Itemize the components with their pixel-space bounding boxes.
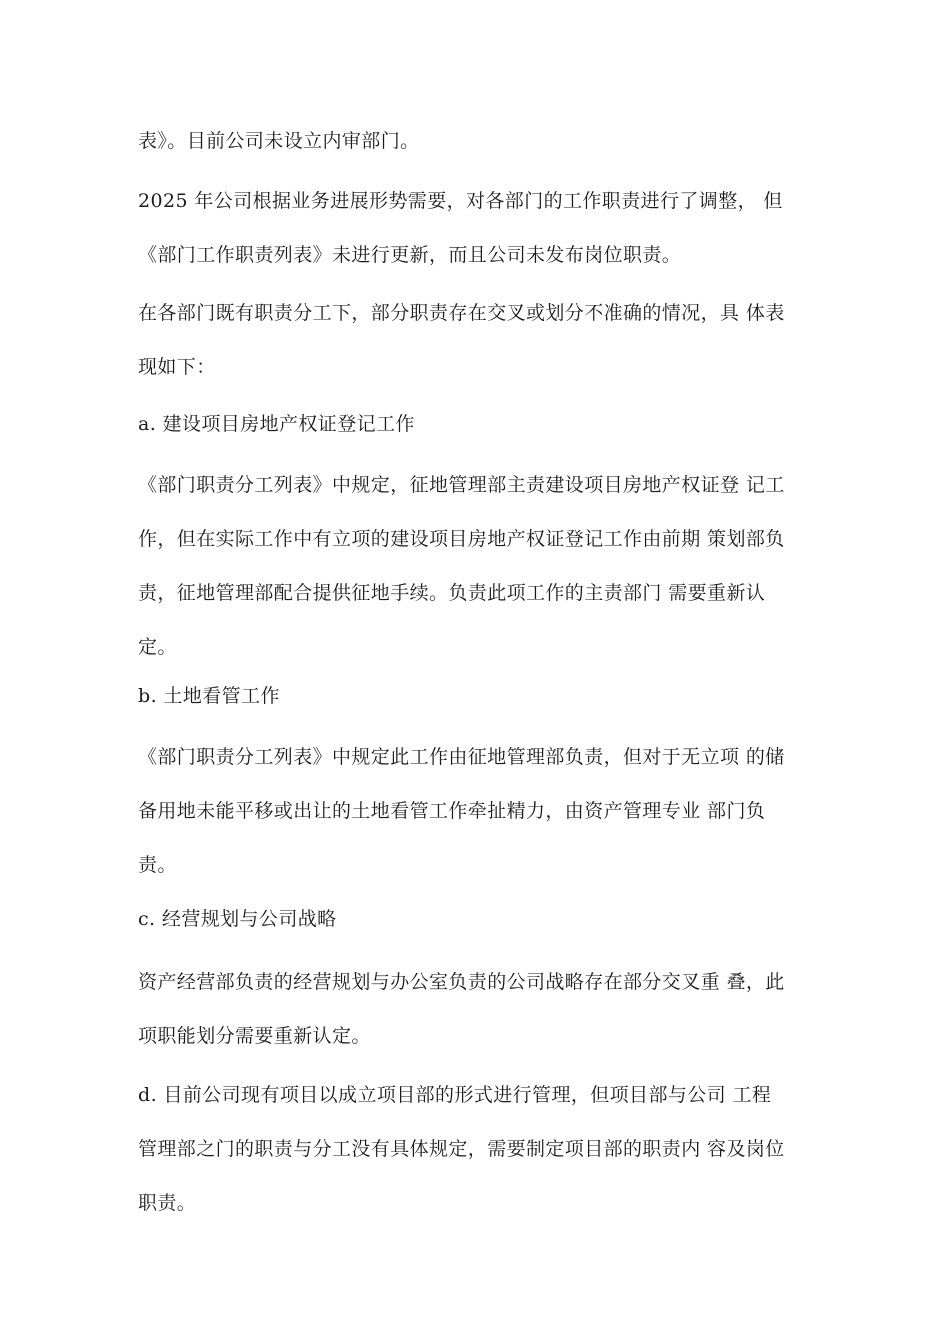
- text-line: 表》。目前公司未设立内审部门。: [138, 130, 420, 152]
- paragraph-item-a: [138, 458, 828, 674]
- text-line: 责，征地管理部配合提供征地手续。负责此项工作的主责部门 需要重新认: [138, 582, 766, 604]
- paragraph-item-c: [138, 955, 828, 1063]
- paragraph-2025-adjustment: [138, 174, 828, 282]
- text-line: d. 目前公司现有项目以成立项目部的形式进行管理，但项目部与公司 工程: [138, 1084, 772, 1106]
- text-line: 职责。: [138, 1192, 197, 1214]
- text-line: 项职能划分需要重新认定。: [138, 1025, 371, 1047]
- text-line: a. 建设项目房地产权证登记工作: [138, 413, 415, 435]
- text-line: 备用地未能平移或出让的土地看管工作牵扯精力，由资产管理专业 部门负: [138, 800, 766, 822]
- text-line: 管理部之门的职责与分工没有具体规定，需要制定项目部的职责内 容及岗位: [138, 1138, 785, 1160]
- paragraph-item-b: [138, 730, 828, 892]
- text-line: 《部门职责分工列表》中规定，征地管理部主责建设项目房地产权证登 记工: [138, 474, 785, 496]
- text-line: 2025 年公司根据业务进展形势需要，对各部门的工作职责进行了调整， 但: [138, 190, 783, 212]
- heading-item-b: [138, 669, 828, 723]
- text-line: 作，但在实际工作中有立项的建设项目房地产权证登记工作由前期 策划部负: [138, 528, 785, 550]
- text-line: 定。: [138, 636, 177, 658]
- text-line: 责。: [138, 854, 177, 876]
- paragraph-internal-audit: [138, 114, 828, 168]
- text-line: 资产经营部负责的经营规划与办公室负责的公司战略存在部分交叉重 叠，此: [138, 971, 785, 993]
- paragraph-overlap-intro: [138, 286, 828, 394]
- text-line: 《部门工作职责列表》未进行更新，而且公司未发布岗位职责。: [138, 244, 682, 266]
- paragraph-item-d: [138, 1068, 828, 1230]
- text-line: 在各部门既有职责分工下，部分职责存在交叉或划分不准确的情况，具 体表: [138, 302, 785, 324]
- heading-item-c: [138, 892, 828, 946]
- text-line: 现如下：: [138, 356, 216, 378]
- text-line: b. 土地看管工作: [138, 685, 280, 707]
- heading-item-a: [138, 397, 828, 451]
- text-line: 《部门职责分工列表》中规定此工作由征地管理部负责，但对于无立项 的储: [138, 746, 785, 768]
- text-line: c. 经营规划与公司战略: [138, 908, 337, 930]
